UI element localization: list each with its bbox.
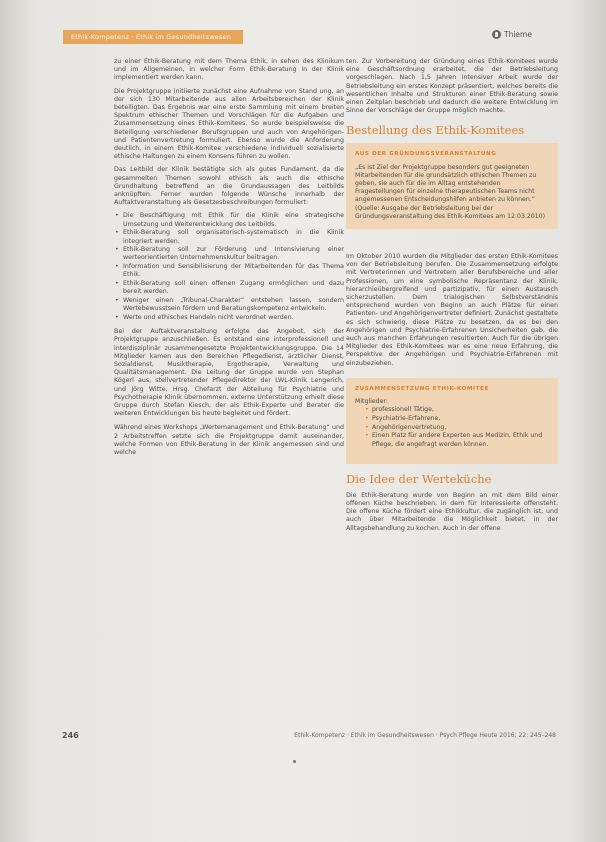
publisher-logo-icon [492,30,501,39]
paragraph: zu einer Ethik-Beratung mit dem Thema Ethik, in sehen des Klinikum und im Allgemeinen, in welcher Form Ethik-Beratung in der Klinik implementiert werden kann. [114,58,344,82]
quote-text: „Es ist Ziel der Projektgruppe besonders gut geeigneten Mitarbeitenden für die grundsätzlich ethischen Themen zu geben, sie auch für die im Alltag entstehenden Fragestellungen für einzelne therapeutischen Teams nicht angemessenen Entscheidungshilfen anbieten zu können.“ [355,163,537,204]
list-item: • Angehörigenvertretung, [364,424,549,432]
info-box-intro: Mitglieder: [355,398,388,406]
wishes-list [114,212,344,322]
list-item: • Ethik-Beratung soll zur Förderung und Intensivierung einer werteorientierten Unternehmenskultur beitragen. [114,246,344,262]
paragraph: Die Ethik-Beratung wurde von Beginn an mit dem Bild einer offenen Küche beschrieben, in dem für Interessierte offensteht. Die offene Küche fördert eine Ethikkultur, die zugänglich ist, und auch über Mitarbeitende die Möglichkeit bietet, in der Alltagsbehandlung zu kochen. Auch in der offene [346,491,558,532]
section-heading: Bestellung des Ethik-Komitees [346,123,525,138]
section-heading: Die Idee der Werteküche [346,471,492,486]
page-number: 246 [62,731,79,740]
right-column [346,58,558,538]
list-item: • Ethik-Beratung soll einen offenen Zugang ermöglichen und dazu bereit werden. [114,280,344,296]
paragraph: Die Projektgruppe initiierte zunächst eine Aufnahme von Stand ung, an der sich 130 Mitarbeitende aus allen Arbeitsbereichen der Klinik beteiligten. Das Ergebnis war eine erste Sammlung mit einem breiten Spektrum ethischer Themen und Vorschlägen für die Aufgaben und Zusammensetzung eines Ethik-Komitees. So wurde beispielsweise die Beteiligung verschiedener Berufsgruppen und auch von Angehörigen- und Patientenvertretung formuliert. Ebenso wurde die Anforderung deutlich, in einem Ethik-Komitee verschiedene individuell sozialisierte ethische Haltungen zu einem Konsens führen zu wollen. [114,87,344,161]
list-item: • Ethik-Beratung soll organisatorisch-systematisch in die Klinik integriert werden. [114,229,344,245]
footer-citation: Ethik-Kompetenz · Ethik im Gesundheitswesen · Psych Pflege Heute 2016; 22: 245–248 [294,732,556,739]
list-item: • Einen Platz für andere Experten aus Medizin, Ethik und Pflege, die angefragt werden können. [364,432,549,448]
paragraph: Bei der Auftaktveranstaltung erfolgte das Angebot, sich der Projektgruppe anzuschließen. Es entstand eine interprofessionell und interdisziplinär zusammengesetzte Projektentwicklungsgruppe. Die 14 Mitglieder kamen aus den Bereichen Pflegedienst, ärztlicher Dienst, Sozialdienst, Musiktherapie, Ergotherapie, Verwaltung und Qualitätsmanagement. Die Leitung der Gruppe wurde von Stephan Kögerl aus, stellvertretender Pflegedirektor der LWL-Klinik Lengerich, und Jörg Witte, Hrsg. Chefarzt der Abteilung für Psychiatrie und Psychotherapie Klinik übernommen, externe Unterstützung erhielt diese Gruppe durch Stefan Kiesch, der als Ethik-Experte und Berater die weiteren Entwicklungen bis heute begleitet und fördert. [114,328,344,418]
info-box-title: ZUSAMMENSETZUNG ETHIK-KOMITEE [355,385,489,392]
paragraph: Das Leitbild der Klinik bestätigte sich als gutes Fundament, da die gesammelten Themen sowohl ethisch als auch die ethische Grundhaltung betreffend an die Grundaussagen des Leitbilds anknüpften. Ferner wurden folgende Wünsche innerhalb der Auftaktveranstaltung als Gesetzesbeschreibungen formuliert: [114,166,344,207]
publisher-logo [492,30,532,39]
list-item: • Die Beschäftigung mit Ethik für die Klinik eine strategische Umsetzung und Weiterentwicklung des Leitbilds. [114,212,344,228]
list-item: • Weniger einen „Tribunal-Charakter“ entstehen lassen, sondern Wertebewusstsein fördern und Beratungskompetenz entwickeln. [114,297,344,313]
fold-mark [293,760,296,763]
running-header: Ethik-Kompetenz · Ethik im Gesundheitswesen [63,30,243,44]
list-item: • Information und Sensibilisierung der Mitarbeitenden für das Thema Ethik. [114,263,344,279]
quote-box-title: AUS DER GRÜNDUNGSVERANSTALTUNG [355,151,497,158]
quote-box [346,143,558,229]
info-box [346,378,558,464]
paragraph: ten. Zur Vorbereitung der Gründung eines Ethik-Komitees wurde eine Geschäftsordnung erarbeitet, die der Betriebsleitung vorgeschlagen. Nach 1,5 Jahren intensiver Arbeit wurde der Betriebsleitung ein erstes Konzept präsentiert, welches bereits die wesentlichen Inhalte und Strukturen einer Ethik-Beratung sowie einen Zeitplan beschrieb und dadurch die weitere Entwicklung im Sinne der Vorschläge der Gruppe möglich machte. [346,58,558,115]
quote-source: (Quelle: Ausgabe der Betriebsleitung bei der Gründungsveranstaltung des Ethik-Komitees am 12.03.2010) [355,204,546,220]
list-item: • Werte und ethisches Handeln nicht verordnet werden. [114,314,344,322]
members-list [364,406,549,449]
list-item: • professionell Tätige, [364,406,549,414]
paragraph: Im Oktober 2010 wurden die Mitglieder des ersten Ethik-Komitees von der Betriebsleitung berufen. Die Zusammensetzung erfolgte mit Vertreterinnen und Vertretern aller Berufsbereiche und aller Professionen, um eine symbolische Repräsentanz der Klinik, hierarchieübergreifend und partizipativ, für einen Austausch sicherzustellen. Dem trialogischen Selbstverständnis entsprechend wurden von Beginn an auch Plätze für einen Patienten- und Angehörigenvertreter definiert. Zunächst gestaltete es sich schwierig, diese Plätze zu besetzen, da es bei den Angehörigen und Psychiatrie-Erfahrenen Unsicherheiten gab, die auch aus manchen Erfahrungen resultierten. Auch für die übrigen Mitglieder des Ethik-Komitees war es eine neue Erfahrung, die Perspektive der Angehörigen und Psychiatrie-Erfahrenen mit einzubeziehen. [346,253,558,367]
list-item: • Psychiatrie-Erfahrene, [364,415,549,423]
paragraph: Während eines Workshops „Wertemanagement und Ethik-Beratung“ und 2 Arbeitstreffen setzte sich die Projektgruppe damit auseinander, welche Formen von Ethik-Beratung in der Klinik angemessen sind und welche [114,424,344,456]
left-column [114,58,344,462]
publisher-name: Thieme [504,30,532,39]
